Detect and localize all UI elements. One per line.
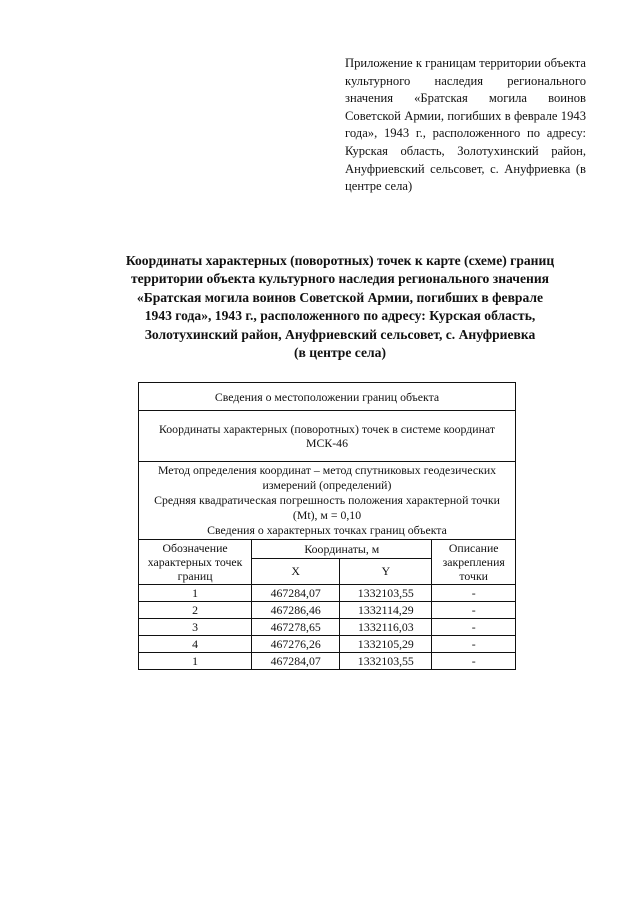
x-cell: 467286,46: [252, 602, 340, 619]
x-cell: 467284,07: [252, 653, 340, 670]
table-row: [139, 619, 516, 636]
method-cell: [139, 462, 516, 540]
coordinates-table: [138, 382, 516, 670]
title-line: «Братская могила воинов Советской Армии, погибших в феврале: [136, 289, 544, 305]
header-y: Y: [340, 558, 432, 584]
point-cell: 3: [139, 619, 252, 636]
table-row: [139, 636, 516, 653]
appendix-note: Приложение к границам территории объекта культурного наследия регионального значения «Братская могила воинов Советской Армии, погибших в феврале 1943 года», 1943 г., расположенного по адресу: Курская область, Золотухинский район, Ануфриевский сельсовет, с. Ануфриевка (в центре села): [345, 56, 586, 194]
document-title: [90, 252, 590, 362]
point-cell: 4: [139, 636, 252, 653]
point-cell: 2: [139, 602, 252, 619]
table-row: [139, 653, 516, 670]
coord-system-cell: Координаты характерных (поворотных) точек в системе координат МСК-46: [139, 411, 516, 462]
table-row: [139, 585, 516, 602]
title-line: 1943 года», 1943 г., расположенного по адресу: Курская область,: [144, 308, 536, 324]
desc-cell: -: [432, 653, 516, 670]
y-cell: 1332103,55: [340, 653, 432, 670]
y-cell: 1332114,29: [340, 602, 432, 619]
y-cell: 1332105,29: [340, 636, 432, 653]
x-cell: 467284,07: [252, 585, 340, 602]
y-cell: 1332103,55: [340, 585, 432, 602]
points-info-text: Сведения о характерных точках границ объекта: [207, 523, 447, 537]
title-line: Координаты характерных (поворотных) точек к карте (схеме) границ: [125, 253, 555, 268]
title-line: территории объекта культурного наследия регионального значения: [130, 271, 550, 287]
desc-cell: -: [432, 602, 516, 619]
x-cell: 467278,65: [252, 619, 340, 636]
location-header-cell: Сведения о местоположении границ объекта: [139, 383, 516, 411]
table-row: [139, 411, 516, 462]
title-line: Золотухинский район, Ануфриевский сельсовет, с. Ануфриевка: [144, 326, 536, 342]
point-cell: 1: [139, 585, 252, 602]
header-description: Описание закрепления точки: [432, 540, 516, 585]
table-header-row: [139, 540, 516, 559]
x-cell: 467276,26: [252, 636, 340, 653]
desc-cell: -: [432, 585, 516, 602]
point-cell: 1: [139, 653, 252, 670]
title-line: (в центре села): [294, 345, 386, 361]
method-text: Метод определения координат – метод спутниковых геодезических измерений (определений): [157, 463, 497, 492]
table-row: [139, 462, 516, 540]
header-x: X: [252, 558, 340, 584]
y-cell: 1332116,03: [340, 619, 432, 636]
table-row: [139, 602, 516, 619]
accuracy-text: Средняя квадратическая погрешность положения характерной точки (Mt), м = 0,10: [154, 493, 500, 522]
table-row: [139, 383, 516, 411]
desc-cell: -: [432, 636, 516, 653]
header-coordinates: Координаты, м: [252, 540, 432, 559]
header-point: Обозначение характерных точек границ: [139, 540, 252, 585]
desc-cell: -: [432, 619, 516, 636]
